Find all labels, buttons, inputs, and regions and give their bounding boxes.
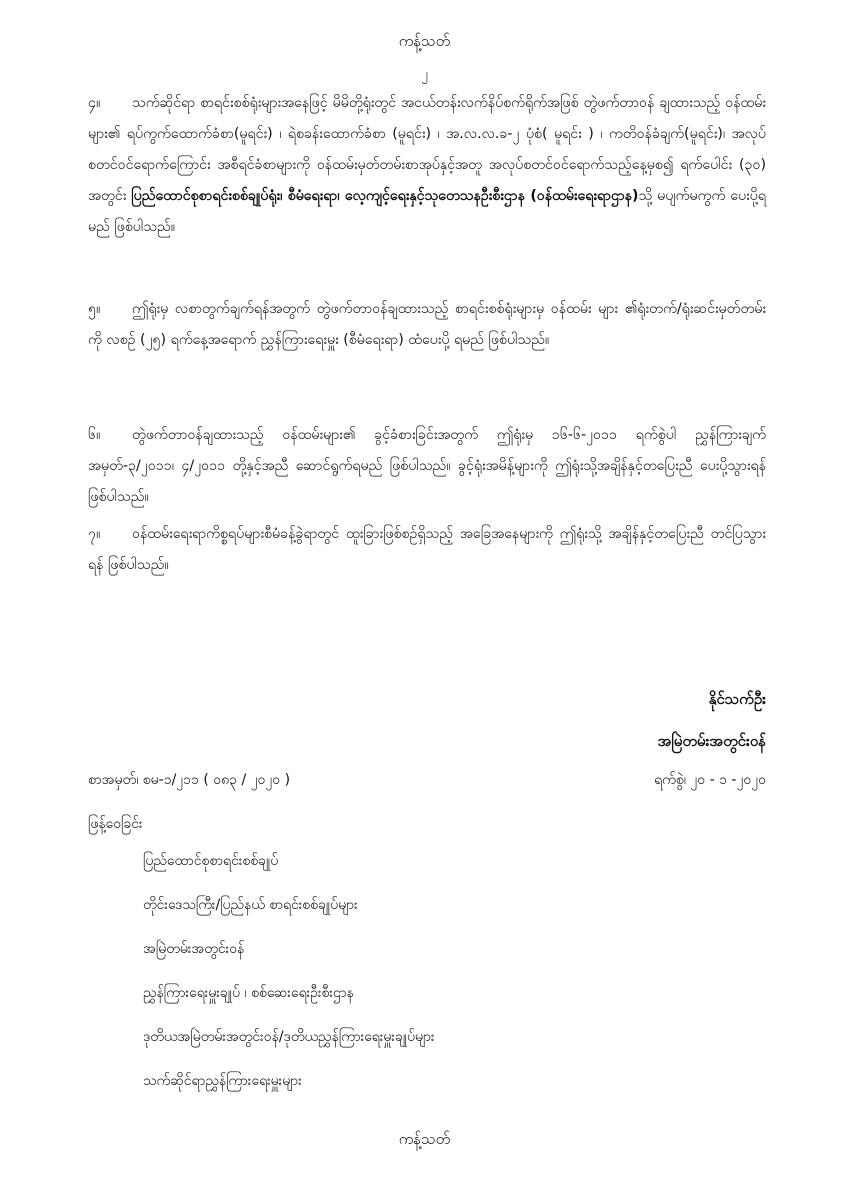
paragraph-4 <box>88 88 766 243</box>
signatory-name: နိုင်သက်ဦး <box>708 690 766 708</box>
paragraph-text: တွဲဖက်တာဝန်ချထားသည့် ဝန်ထမ်းများ၏ ခွင့်ခံစားခြင်းအတွက် ဤရုံးမှ ၁၆-၆-၂၀၁၁ ရက်စွဲပါ ညွှန်ကြားချက်အမှတ်-၃/၂၀၁၁၊ ၄/၂၀၁၁ တို့နှင့်အညီ ဆောင်ရွက်ရမည် ဖြစ်ပါသည်။ ခွင့်ရုံးအမိန့်များကို ဤရုံးသို့အချိန်နှင့်တပြေးညီ ပေးပို့သွားရန် ဖြစ်ပါသည်။ <box>88 427 766 505</box>
signatory-title: အမြဲတမ်းအတွင်းဝန် <box>657 732 766 750</box>
distribution-recipient: ပြည်ထောင်စုစာရင်းစစ်ချုပ် <box>143 853 279 869</box>
restricted-header-mark: ကန့်သတ် <box>398 32 451 50</box>
distribution-recipient: သက်ဆိုင်ရာညွှန်ကြားရေးမှူးများ <box>143 1073 302 1089</box>
paragraph-text-after: သို့ မပျက်မကွက် ပေးပို့ရမည် ဖြစ်ပါသည်။ <box>88 188 766 235</box>
paragraph-text: ဤရုံးမှ လစာတွက်ချက်ရန်အတွက် တွဲဖက်တာဝန်ချထားသည့် စာရင်းစစ်ရုံးများမှ ဝန်ထမ်း များ ၏ရုံးတက်/ရုံးဆင်းမှတ်တမ်းကို လစဉ် (၂၅) ရက်နေ့အရောက် ညွှန်ကြားရေးမှူး (စီမံရေးရာ) ထံပေးပို့ ရမည် ဖြစ်ပါသည်။ <box>88 301 766 348</box>
letter-date: ရက်စွဲ၊ ၂၀ - ၁ -၂၀၂၀ <box>654 772 766 788</box>
paragraph-text: ဝန်ထမ်းရေးရာကိစ္စရပ်များစီမံခန့်ခွဲရာတွင် ထူးခြားဖြစ်စဉ်ရှိသည့် အခြေအနေများကို ဤရုံးသို့ အချိန်နှင့်တပြေးညီ တင်ပြသွားရန် ဖြစ်ပါသည်။ <box>88 526 766 573</box>
paragraph-5 <box>88 294 766 356</box>
paragraph-number: ၆။ <box>88 427 101 443</box>
distribution-recipient: အမြဲတမ်းအတွင်းဝန် <box>143 941 245 957</box>
distribution-label: ဖြန့်ဝေခြင်း <box>88 816 143 832</box>
paragraph-6 <box>88 420 766 513</box>
paragraph-number: ၇။ <box>88 526 101 542</box>
paragraph-text: သက်ဆိုင်ရာ စာရင်းစစ်ရုံးများအနေဖြင့် မိမိတို့ရုံးတွင် အငယ်တန်းလက်နိပ်စက်ရိုက်အဖြစ် တွဲဖက်တာဝန် ချထားသည့် ဝန်ထမ်းများ၏ ရပ်ကွက်ထောက်ခံစာ(မူရင်း) ၊ ရဲစခန်းထောက်ခံစာ (မူရင်း) ၊ အ.လ.လ.ခ-၂ ပုံစံ( မူရင်း ) ၊ ကတိဝန်ခံချက်(မူရင်း)၊ အလုပ်စတင်ဝင်ရောက်ကြောင်း အစီရင်ခံစာများကို ဝန်ထမ်းမှတ်တမ်းစာအုပ်နှင့်အတူ အလုပ်စတင်ဝင်ရောက်သည့်နေ့မှစ၍ ရက်ပေါင်း (၃၀) အတွင်း <box>88 95 766 204</box>
paragraph-bold-text: ပြည်ထောင်စုစာရင်းစစ်ချုပ်ရုံး၊ စီမံရေးရာ၊ လေ့ကျင့်ရေးနှင့်သုတေသနဦးစီးဌာန (ဝန်ထမ်းရေးရာဌာန) <box>131 188 639 204</box>
restricted-footer-mark: ကန့်သတ် <box>398 1130 451 1148</box>
distribution-recipient: ဒုတိယအမြဲတမ်းအတွင်းဝန်/ဒုတိယညွှန်ကြားရေးမှူးချုပ်များ <box>143 1029 435 1045</box>
distribution-list <box>143 845 435 1109</box>
page-number: ၂ <box>421 67 428 82</box>
paragraph-number: ၄။ <box>88 95 101 111</box>
distribution-recipient: တိုင်းဒေသကြီး/ပြည်နယ် စာရင်းစစ်ချုပ်များ <box>143 897 358 913</box>
distribution-recipient: ညွှန်ကြားရေးမှူးချုပ် ၊ စစ်ဆေးရေးဦးစီးဌာန <box>143 985 354 1001</box>
paragraph-number: ၅။ <box>88 301 101 317</box>
paragraph-7 <box>88 519 766 581</box>
letter-reference-number: စာအမှတ်၊ စမ-၁/၂၁၁ ( ၀၈၃ / ၂၀၂၀ ) <box>88 772 291 788</box>
